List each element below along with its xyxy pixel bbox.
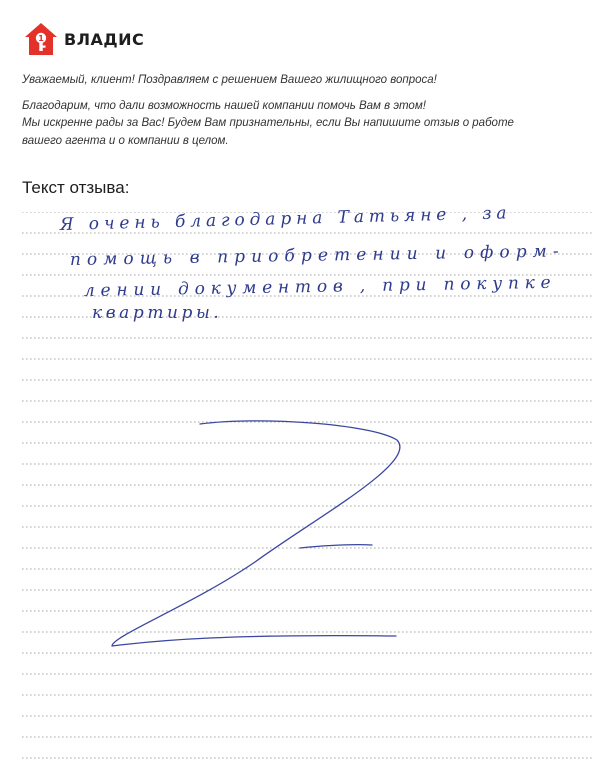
brand-name: ВЛАДИС xyxy=(64,29,145,49)
brand-logo xyxy=(24,22,144,56)
logo-digit: 1 xyxy=(38,34,44,44)
handwriting-line-1: Я очень благодарна Татьяне , за xyxy=(59,203,508,235)
handwriting-line-3: лении документов , при покупке xyxy=(83,272,553,301)
house-key-icon xyxy=(24,22,58,56)
intro-text xyxy=(22,72,592,150)
intro-line-thanks: Благодарим, что дали возможность нашей компании помочь Вам в этом! xyxy=(22,99,426,112)
review-title: Текст отзыва: xyxy=(22,178,130,197)
intro-line-request-end: вашего агента и о компании в целом. xyxy=(22,134,229,147)
handwriting-line-2: помощь в приобретении и оформ- xyxy=(69,241,561,270)
intro-line-request: Мы искренне рады за Вас! Будем Вам признательны, если Вы напишите отзыв о работе xyxy=(22,117,514,129)
intro-line-greeting: Уважаемый, клиент! Поздравляем с решением Вашего жилищного вопроса! xyxy=(22,74,437,86)
handwriting-line-4: квартиры. xyxy=(92,303,220,323)
ruled-lines xyxy=(22,212,594,760)
